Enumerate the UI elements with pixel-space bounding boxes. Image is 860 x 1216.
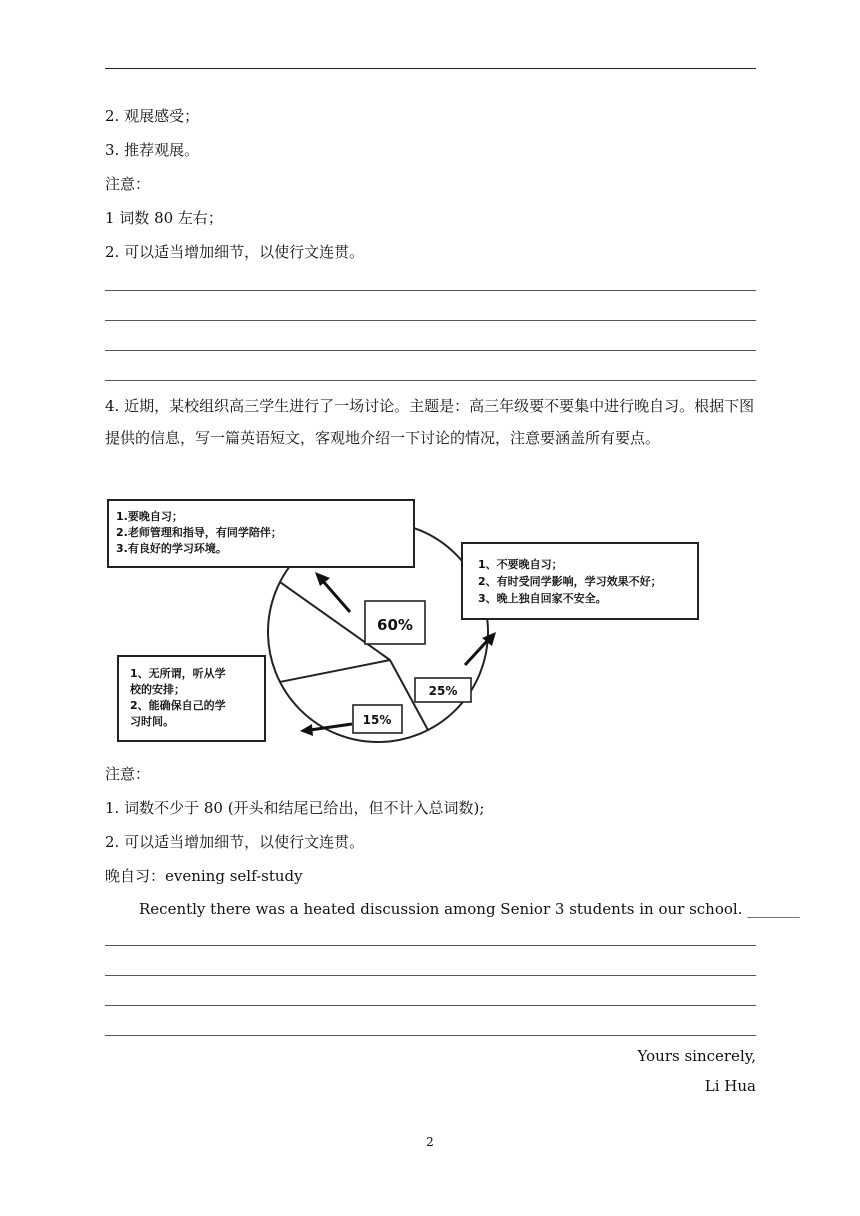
page-number: 2 [426,1135,434,1149]
reason-15-1: 1、无所谓，听从学 [130,667,226,680]
reason-25-2: 2、有时受同学影响，学习效果不好； [478,575,662,588]
reason-15-4: 习时间。 [130,715,174,728]
answer-line[interactable] [105,350,756,351]
arrow-15-head [300,724,313,736]
requirement-item-2: 2. 观展感受； [105,107,200,125]
answer-line[interactable] [105,945,756,946]
note-item-2: 2. 可以适当增加细节，以使行文连贯。 [105,243,365,261]
answer-line[interactable] [105,380,756,381]
opening-sentence: Recently there was a heated discussion among Senior 3 students in our school. _______ [139,900,800,918]
answer-line[interactable] [105,290,756,291]
reason-60-3: 3.有良好的学习环境。 [116,542,227,555]
reason-25-3: 3、晚上独自回家不安全。 [478,592,607,605]
note-label: 注意： [105,175,151,193]
vocab-hint: 晚自习：evening self-study [105,867,303,885]
pct-label-15: 15% [362,713,392,727]
reason-25-1: 1、不要晚自习； [478,558,563,571]
answer-line[interactable] [105,975,756,976]
q4-note-label: 注意： [105,765,151,783]
answer-line[interactable] [105,1005,756,1006]
pct-label-25: 25% [428,684,458,698]
reason-15-3: 2、能确保自己的学 [130,699,226,712]
answer-line[interactable] [105,320,756,321]
note-item-1: 1 词数 80 左右； [105,209,223,227]
closing-signature: Li Hua [704,1077,756,1095]
reason-60-1: 1.要晚自习； [116,510,183,523]
q4-note-2: 2. 可以适当增加细节，以使行文连贯。 [105,833,365,851]
question-4-prompt: 4. 近期，某校组织高三学生进行了一场讨论。主题是：高三年级要不要集中进行晚自习。根据下图提供的信息，写一篇英语短文，客观地介绍一下讨论的情况，注意要涵盖所有要点。 [105,397,755,447]
reason-15-2: 校的安排； [130,683,185,696]
discussion-pie-chart [100,492,706,748]
q4-note-1: 1. 词数不少于 80 (开头和结尾已给出，但不计入总词数); [105,799,485,817]
requirement-item-3: 3. 推荐观展。 [105,141,200,159]
closing-line-1: Yours sincerely, [637,1047,756,1065]
header-rule [105,68,756,69]
pct-label-60: 60% [377,616,413,634]
answer-line[interactable] [105,1035,756,1036]
reason-60-2: 2.老师管理和指导，有同学陪伴； [116,526,282,539]
